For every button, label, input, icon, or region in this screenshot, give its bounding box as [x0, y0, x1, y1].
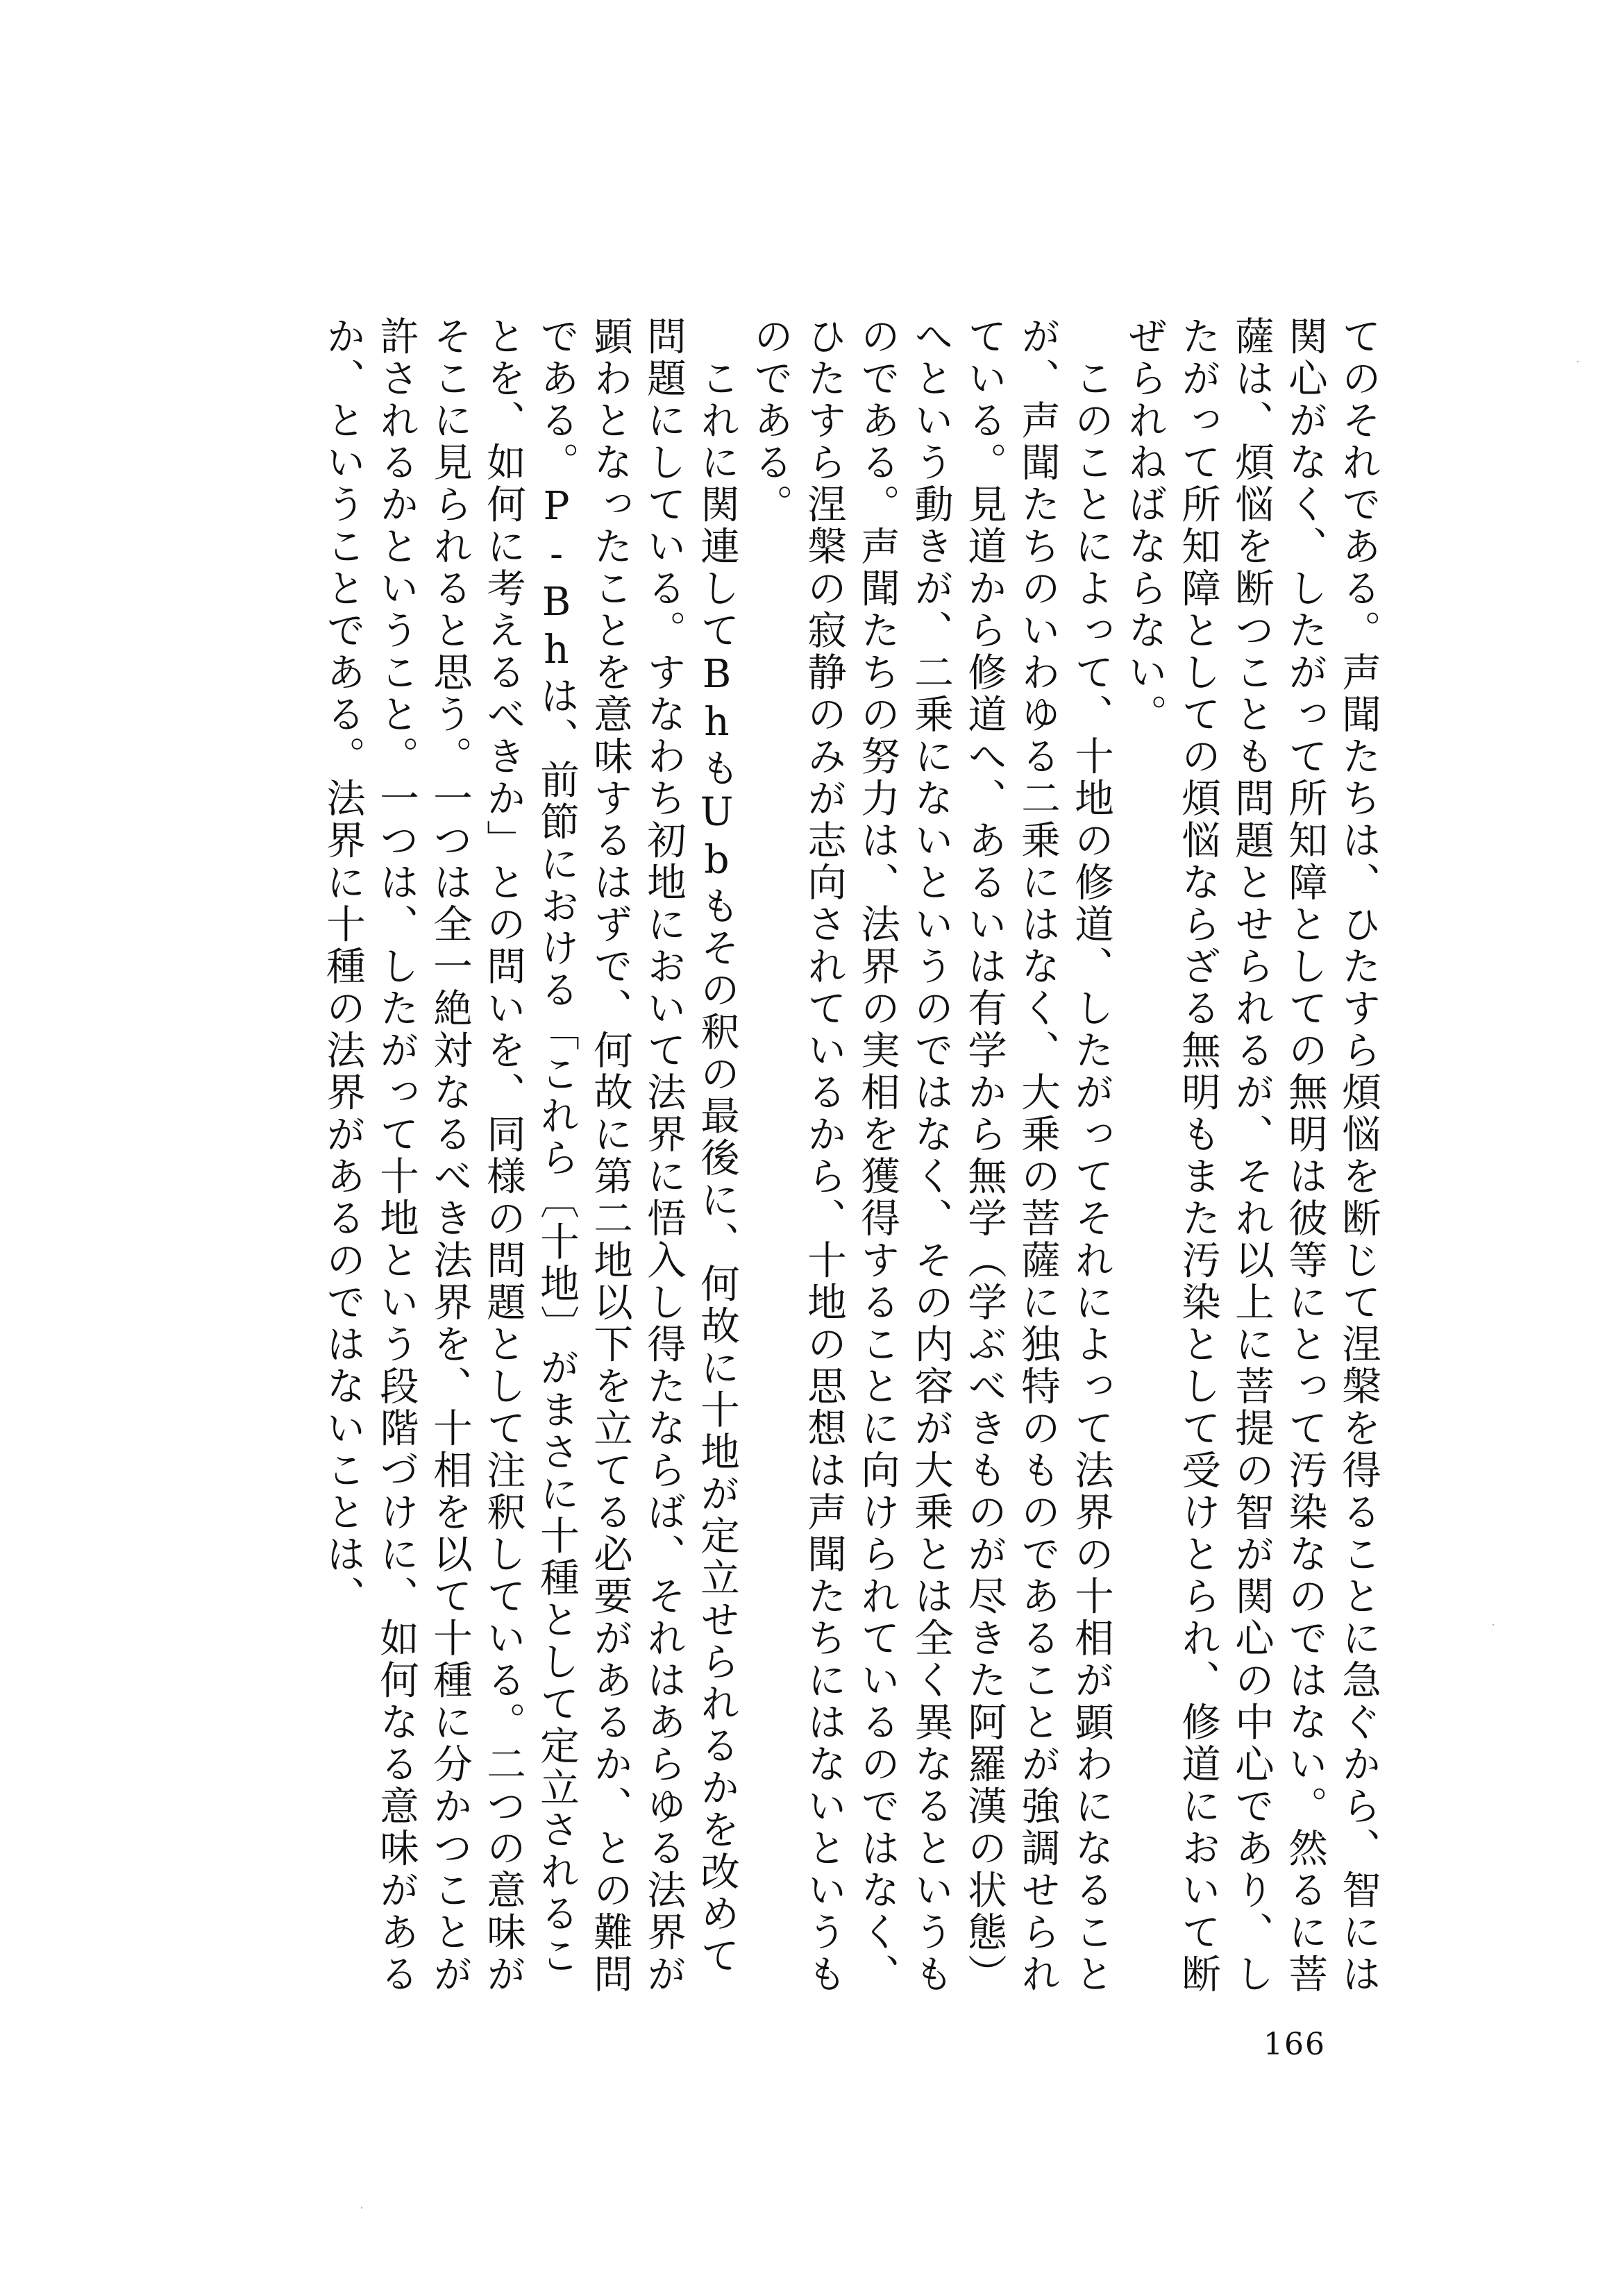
scan-speck: [361, 2207, 362, 2209]
page-number: 166: [1263, 2027, 1326, 2062]
scan-speck: [1577, 361, 1579, 362]
paragraph-3: これに関連してBhもUbもその釈の最後に、何故に十地が定立せられるかを改めて問題にしている。すなわち初地において法界に悟入し得たならば、それはあらゆる法界が顕わとなったことを意味するはずで、何故に第二地以下を立てる必要があるか、との難問である。P-Bhは、前節における「これら〔十地〕がまさに十種として定立されることを、如何に考えるべきか」との問いを、同様の問題として注釈している。二つの意味がそこに見られると思う。一つは全一絶対なるべき法界を、十相を以て十種に分かつことが許されるかということ。一つは、したがって十地という段階づけに、如何なる意味があるか、ということである。法界に十種の法界があるのではないことは、: [320, 316, 739, 1995]
paragraph-1: てのそれである。声聞たちは、ひたすら煩悩を断じて涅槃を得ることに急ぐから、智には関心がなく、したがって所知障としての無明は彼等にとって汚染なのではない。然るに菩薩は、煩悩を断つことも問題とせられるが、それ以上に菩提の智が関心の中心であり、したがって所知障としての煩悩ならざる無明もまた汚染として受けとられ、修道において断ぜられねばならない。: [1122, 316, 1381, 1995]
scan-speck: [1492, 1624, 1494, 1626]
paragraph-2: このことによって、十地の修道、したがってそれによって法界の十相が顕わになることが、声聞たちのいわゆる二乗にはなく、大乗の菩薩に独特のものであることが強調せられている。見道から修道へ、あるいは有学から無学（学ぶべきものが尽きた阿羅漢の状態）へという動きが、二乗にないというのではなく、その内容が大乗とは全く異なるというものである。声聞たちの努力は、法界の実相を獲得することに向けられているのではなく、ひたすら涅槃の寂静のみが志向されているから、十地の思想は声聞たちにはないというものである。: [748, 316, 1113, 1995]
vertical-text-block: [236, 316, 1385, 2009]
